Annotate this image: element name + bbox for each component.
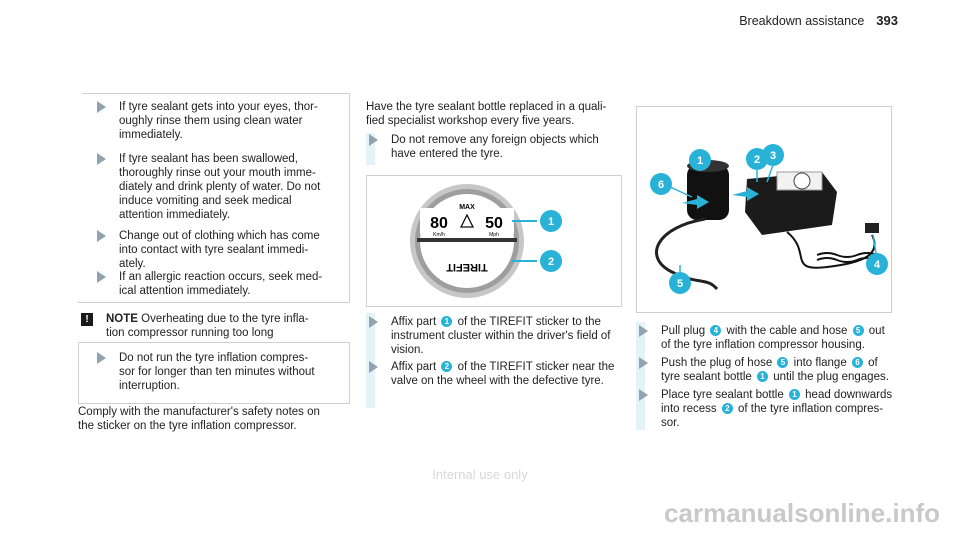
callout-4: 4 [873, 259, 881, 271]
compressor-figure [636, 106, 892, 313]
sticker-left-num: 80 [430, 215, 448, 232]
sticker-max: MAX [459, 204, 475, 211]
arrow-icon [369, 134, 378, 146]
callout-1: 1 [547, 216, 555, 228]
note-icon: ! [81, 313, 93, 326]
part-number-badge: 1 [757, 371, 768, 382]
callout-2: 2 [547, 256, 555, 268]
arrow-icon [97, 153, 106, 165]
compressor-svg [637, 107, 891, 312]
note-title: NOTE [106, 313, 138, 325]
arrow-icon [97, 271, 106, 283]
site-watermark: carmanualsonline.info [664, 498, 940, 528]
step-bullet: Push the plug of hose 5 into flange 6 of tyre sealant bottle 1 until the plug engages. [639, 356, 921, 384]
note-text: NOTE Overheating due to the tyre infla- tion compressor running too long [106, 313, 309, 339]
part-number-badge: 6 [852, 357, 863, 368]
part-number-badge: 4 [710, 325, 721, 336]
arrow-icon [97, 101, 106, 113]
callout-6: 6 [657, 179, 665, 191]
callout-3: 3 [769, 150, 777, 162]
sticker-brand: TIREFIT [446, 261, 488, 273]
page-header [739, 13, 898, 28]
part-number-badge: 5 [853, 325, 864, 336]
arrow-icon [369, 316, 378, 328]
step-bullet: Do not remove any foreign objects which have entered the tyre. [369, 133, 641, 161]
callout-1: 1 [696, 155, 704, 167]
step-bullet: Affix part 1 of the TIREFIT sticker to the instrument cluster within the driver's field of vision. [369, 315, 641, 357]
warning-bullet: If tyre sealant has been swallowed, thoroughly rinse out your mouth imme- diately and drink plenty of water. Do not induce vomiting and seek medical attention immediately. [97, 152, 359, 222]
part-number-badge: 1 [441, 316, 452, 327]
warning-bullet: If tyre sealant gets into your eyes, thor- oughly rinse them using clean water immediately. [97, 100, 359, 142]
sticker-right-unit: Mph [489, 232, 499, 238]
part-number-badge: 2 [722, 403, 733, 414]
step-bullet: Affix part 2 of the TIREFIT sticker near the valve on the wheel with the defective tyre. [369, 360, 641, 388]
sticker-left-unit: Km/h [433, 232, 445, 238]
arrow-icon [639, 325, 648, 337]
page-number: 393 [876, 13, 898, 28]
arrow-icon [97, 352, 106, 364]
warning-bullet: If an allergic reaction occurs, seek med- ical attention immediately. [97, 270, 359, 298]
internal-use-watermark: Internal use only [432, 467, 528, 482]
sticker-figure [366, 175, 622, 307]
arrow-icon [639, 389, 648, 401]
part-number-badge: 2 [441, 361, 452, 372]
warning-bullet: Change out of clothing which has come into contact with tyre sealant immedi- ately. [97, 229, 359, 271]
sticker-right-num: 50 [485, 215, 503, 232]
step-bullet: Place tyre sealant bottle 1 head downwards into recess 2 of the tyre inflation compres- sor. [639, 388, 921, 430]
note-bullet: Do not run the tyre inflation compres- sor for longer than ten minutes without interruption. [97, 351, 359, 393]
callout-5: 5 [676, 278, 684, 290]
section-title: Breakdown assistance [739, 14, 865, 28]
part-number-badge: 5 [777, 357, 788, 368]
part-number-badge: 1 [789, 389, 800, 400]
tirefit-sticker-svg [367, 176, 621, 306]
arrow-icon [369, 361, 378, 373]
warning-box-bar [78, 93, 82, 301]
callout-2: 2 [753, 154, 761, 166]
step-bullet: Pull plug 4 with the cable and hose 5 out of the tyre inflation compressor housing. [639, 324, 921, 352]
arrow-icon [97, 230, 106, 242]
intro-paragraph: Have the tyre sealant bottle replaced in a quali- fied specialist workshop every five years. [366, 101, 607, 127]
comply-paragraph: Comply with the manufacturer's safety notes on the sticker on the tyre inflation compressor. [78, 406, 320, 432]
arrow-icon [639, 357, 648, 369]
